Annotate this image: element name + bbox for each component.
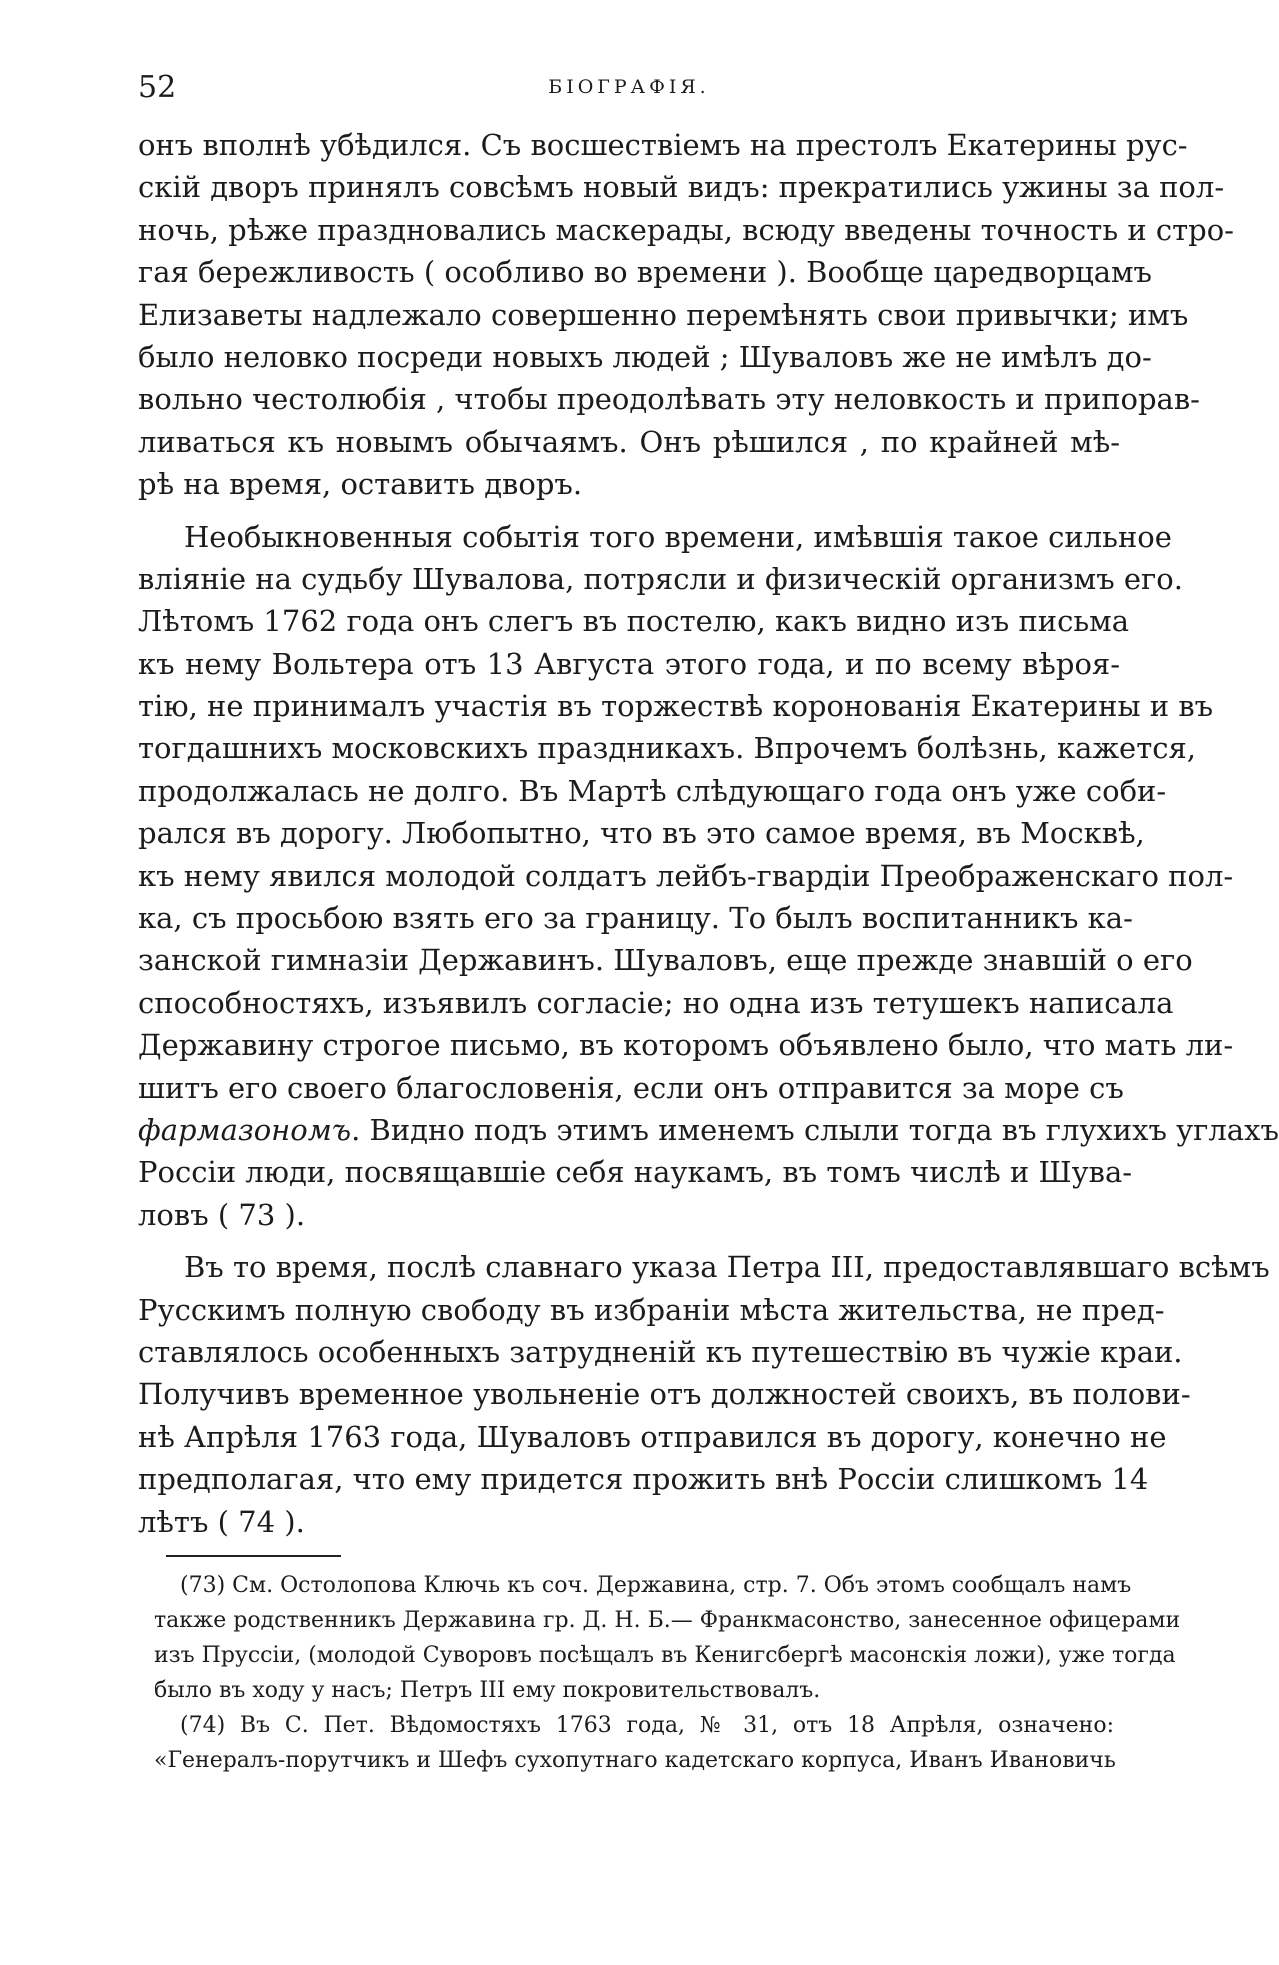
text-line: ставлялось особенныхъ затрудненій къ путешествію въ чужіе краи. [138,1334,1183,1369]
main-text [138,124,1279,1543]
text-line: вліяніе на судьбу Шувалова, потрясли и физическій организмъ его. [138,561,1183,596]
text-line-rest: . Видно подъ этимъ именемъ слыли тогда въ глухихъ углахъ [351,1112,1279,1147]
text-line: предполагая, что ему придется прожить внѣ Россіи слишкомъ 14 [138,1462,1149,1497]
text-line: продолжалась не долго. Въ Мартѣ слѣдующаго года онъ уже соби- [138,773,1167,808]
text-line: къ нему Вольтера отъ 13 Августа этого года, и по всему вѣроя- [138,646,1120,681]
text-line: скій дворъ принялъ совсѣмъ новый видъ: прекратились ужины за пол- [138,170,1225,205]
text-line: шитъ его своего благословенія, если онъ отправится за море съ [138,1070,1124,1105]
text-line: рѣ на время, оставить дворъ. [138,467,583,502]
text-line: Русскимъ полную свободу въ избраніи мѣста жительства, не пред- [138,1292,1165,1327]
footnote-line: было въ ходу у насъ; Петръ III ему покровительствовалъ. [154,1678,821,1703]
text-line [138,1109,1279,1151]
text-line: онъ вполнѣ убѣдился. Съ восшествіемъ на престолъ Екатерины рус- [138,128,1188,162]
text-line: Лѣтомъ 1762 года онъ слегъ въ постелю, какъ видно изъ письма [138,604,1130,639]
text-line: Елизаветы надлежало совершенно перемѣнять свои привычки; имъ [138,297,1189,332]
text-line: ливаться къ новымъ обычаямъ. Онъ рѣшился , по крайней мѣ- [138,424,1120,459]
text-line: гая бережливость ( особливо во времени ). Вообще царедворцамъ [138,255,1153,290]
text-line: къ нему явился молодой солдатъ лейбъ-гвардіи Преображенскаго пол- [138,858,1234,893]
page-header [138,70,1120,110]
page-number: 52 [138,70,177,105]
italic-word: фармазономъ [138,1112,352,1147]
text-line: нѣ Апрѣля 1763 года, Шуваловъ отправился въ дорогу, конечно не [138,1419,1167,1454]
footnote-line: (74) Въ С. Пет. Вѣдомостяхъ 1763 года, № 31, отъ 18 Апрѣля, означено: [180,1713,1114,1738]
text-line: рался въ дорогу. Любопытно, что въ это самое время, въ Москвѣ, [138,816,1145,851]
footnotes [154,1568,1181,1778]
text-line: тогдашнихъ московскихъ праздникахъ. Впрочемъ болѣзнь, кажется, [138,731,1197,766]
text-line: ночь, рѣже праздновались маскерады, всюду введены точность и стро- [138,212,1234,247]
text-line: вольно честолюбія , чтобы преодолѣвать эту неловкость и припорав- [138,382,1200,417]
text-line: Державину строгое письмо, въ которомъ объявлено было, что мать ли- [138,1028,1234,1063]
text-line: занской гимназіи Державинъ. Шуваловъ, еще прежде знавшій о его [138,943,1193,978]
text-line: тію, не принималъ участія въ торжествѣ коронованія Екатерины и въ [138,689,1214,724]
footnote-line: (73) См. Остолопова Ключь къ соч. Державина, стр. 7. Объ этомъ сообщалъ намъ [180,1573,1132,1598]
text-line: лѣтъ ( 74 ). [138,1504,305,1539]
text-line: ловъ ( 73 ). [138,1197,306,1232]
text-line: Получивъ временное увольненіе отъ должностей своихъ, въ полови- [138,1377,1191,1412]
running-title: БІОГРАФІЯ. [548,76,710,98]
text-line: способностяхъ, изъявилъ согласіе; но одна изъ тетушекъ написала [138,985,1174,1020]
footnote-divider [166,1555,341,1557]
text-line: Россіи люди, посвящавшіе себя наукамъ, въ томъ числѣ и Шува- [138,1155,1133,1190]
text-line: ка, съ просьбою взять его за границу. То былъ воспитанникъ ка- [138,901,1133,936]
text-line: Необыкновенныя событія того времени, имѣвшія такое сильное [184,519,1172,554]
text-line: было неловко посреди новыхъ людей ; Шуваловъ же не имѣлъ до- [138,339,1152,374]
text-line: Въ то время, послѣ славнаго указа Петра III, предоставлявшаго всѣмъ [184,1250,1270,1285]
footnote-line: изъ Пруссіи, (молодой Суворовъ посѣщалъ въ Кенигсбергѣ масонскія ложи), уже тогда [154,1643,1176,1668]
footnote-line: «Генералъ-порутчикъ и Шефъ сухопутнаго кадетскаго корпуса, Иванъ Ивановичь [154,1748,1116,1773]
footnote-line: также родственникъ Державина гр. Д. Н. Б.— Франкмасонство, занесенное офицерами [154,1608,1181,1633]
